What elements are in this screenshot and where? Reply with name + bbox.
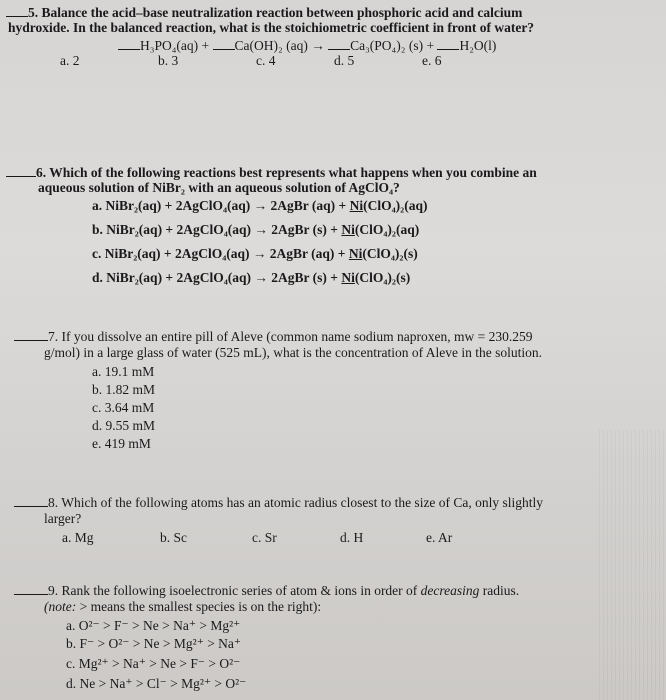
q8-option-b[interactable]: b. Sc [160, 530, 187, 545]
q6-option-a-rhs: (ClO₄)₂(aq) [363, 198, 428, 213]
q6-option-a[interactable] [92, 198, 427, 214]
scan-noise-texture [596, 430, 666, 700]
q7-option-a[interactable]: a. 19.1 mM [92, 364, 155, 379]
q5-reactant2: Ca(OH)₂ (aq) → [234, 38, 325, 53]
q6-option-c-lhs: NiBr₂(aq) + 2AgClO₄(aq) → 2AgBr (aq) + [104, 246, 349, 261]
q6-option-c-ni: Ni [348, 246, 363, 261]
q6-option-d-lhs: NiBr₂(aq) + 2AgClO₄(aq) → 2AgBr (s) + [106, 270, 342, 285]
q6-prompt-line1: Which of the following reactions best represents what happens when you combine an [49, 165, 537, 180]
q8-number: 8. [48, 495, 59, 510]
q8-answer-blank[interactable] [14, 494, 48, 507]
q8-option-c[interactable]: c. Sr [252, 530, 277, 545]
q5-prompt-line2: hydroxide. In the balanced reaction, what is the stoichiometric coefficient in front of water? [8, 20, 535, 35]
q8-option-d[interactable]: d. H [340, 530, 364, 545]
q5-coef-blank-4[interactable] [437, 37, 459, 50]
q5-reactant1: H₃PO₄(aq) + [140, 38, 210, 53]
q8-prompt-line2: larger? [44, 511, 82, 526]
q6-option-c-letter: c. [92, 246, 102, 261]
q6-option-d-letter: d. [92, 270, 103, 285]
q5-product2: H₂O(l) [459, 38, 497, 53]
q5-option-a[interactable]: a. 2 [60, 53, 80, 68]
q9-line1 [14, 582, 519, 599]
q5-equation [118, 37, 496, 54]
q7-prompt-line1: If you dissolve an entire pill of Aleve (common name sodium naproxen, mw = 230.259 [61, 329, 533, 344]
q7-answer-blank[interactable] [14, 328, 48, 341]
q6-option-b-letter: b. [92, 222, 103, 237]
q5-number: 5. [28, 5, 39, 20]
q8-line1 [14, 494, 543, 511]
q9-option-a[interactable]: a. O²⁻ > F⁻ > Ne > Na⁺ > Mg²⁺ [66, 618, 241, 633]
q6-option-c-rhs: (ClO₄)₂(s) [362, 246, 418, 261]
q9-option-b[interactable]: b. F⁻ > O²⁻ > Ne > Mg²⁺ > Na⁺ [66, 636, 242, 651]
q6-option-a-ni: Ni [349, 198, 364, 213]
q9-note-prefix: (note: [44, 599, 77, 614]
q9-answer-blank[interactable] [14, 582, 48, 595]
q6-prompt-line2: aqueous solution of NiBr₂ with an aqueous solution of AgClO₄? [38, 180, 400, 195]
q6-option-d[interactable] [92, 270, 410, 286]
q6-option-d-rhs: (ClO₄)₂(s) [354, 270, 411, 285]
q6-option-a-letter: a. [92, 198, 103, 213]
q8-option-e[interactable]: e. Ar [426, 530, 453, 545]
q5-option-d[interactable]: d. 5 [334, 53, 355, 68]
q9-prompt-c: radius. [479, 583, 520, 598]
q7-number: 7. [48, 329, 59, 344]
q5-coef-blank-2[interactable] [213, 37, 235, 50]
q6-option-a-lhs: NiBr₂(aq) + 2AgClO₄(aq) → 2AgBr (aq) + [105, 198, 350, 213]
q7-option-b[interactable]: b. 1.82 mM [92, 382, 156, 397]
q5-prompt-line1: Balance the acid–base neutralization reaction between phosphoric acid and calcium [41, 5, 523, 20]
q6-option-b-rhs: (ClO₄)₂(aq) [354, 222, 420, 237]
q5-coef-blank-1[interactable] [118, 37, 140, 50]
q6-answer-blank[interactable] [6, 164, 36, 177]
q7-line1 [14, 328, 533, 345]
q9-option-c[interactable]: c. Mg²⁺ > Na⁺ > Ne > F⁻ > O²⁻ [66, 656, 241, 671]
q7-option-c[interactable]: c. 3.64 mM [92, 400, 155, 415]
q6-option-c[interactable] [92, 246, 418, 262]
q6-option-b-ni: Ni [341, 222, 355, 237]
q5-line1 [6, 4, 522, 21]
q5-option-e[interactable]: e. 6 [422, 53, 442, 68]
q8-prompt-line1: Which of the following atoms has an atomic radius closest to the size of Ca, only slightly [61, 495, 544, 510]
q9-prompt-a: Rank the following isoelectronic series of atom & ions in order of [61, 583, 421, 598]
q8-option-a[interactable]: a. Mg [62, 530, 94, 545]
q9-note [44, 599, 321, 615]
q6-option-b[interactable] [92, 222, 419, 238]
q6-number: 6. [36, 165, 47, 180]
q5-product1: Ca₃(PO₄)₂ (s) + [350, 38, 435, 53]
q7-option-d[interactable]: d. 9.55 mM [92, 418, 156, 433]
q6-line1 [6, 164, 537, 181]
q7-prompt-line2: g/mol) in a large glass of water (525 mL), what is the concentration of Aleve in the solution. [44, 345, 543, 360]
q6-option-d-ni: Ni [341, 270, 355, 285]
q9-prompt-emphasis: decreasing [420, 583, 480, 598]
q5-option-b[interactable]: b. 3 [158, 53, 179, 68]
q6-option-b-lhs: NiBr₂(aq) + 2AgClO₄(aq) → 2AgBr (s) + [106, 222, 342, 237]
q7-option-e[interactable]: e. 419 mM [92, 436, 151, 451]
q9-number: 9. [48, 583, 59, 598]
q5-option-c[interactable]: c. 4 [256, 53, 276, 68]
q5-coef-blank-3[interactable] [328, 37, 350, 50]
q9-option-d[interactable]: d. Ne > Na⁺ > Cl⁻ > Mg²⁺ > O²⁻ [66, 676, 247, 691]
q9-note-text: > means the smallest species is on the right): [76, 599, 322, 614]
q5-answer-blank[interactable] [6, 4, 28, 17]
